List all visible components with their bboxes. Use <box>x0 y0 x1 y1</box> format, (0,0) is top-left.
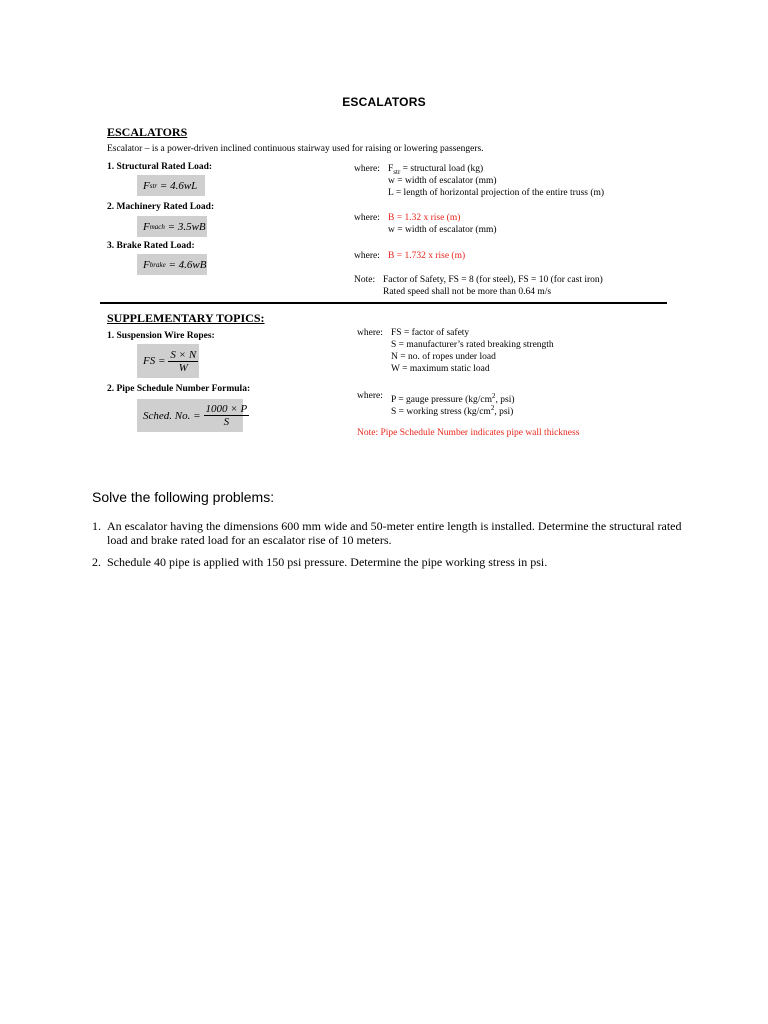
formula-lhs: F <box>143 258 150 271</box>
where-machinery-line1: B = 1.32 x rise (m) <box>388 213 461 223</box>
note-line1: Factor of Safety, FS = 8 (for steel), FS = 10 (for cast iron) <box>383 275 603 285</box>
problem-number: 1. <box>92 519 101 533</box>
where-brake-line1: B = 1.732 x rise (m) <box>388 251 466 261</box>
brake-load-item <box>107 240 195 252</box>
formula-lhs: F <box>143 179 150 192</box>
supplementary-heading: SUPPLEMENTARY TOPICS: <box>107 311 265 325</box>
formula-fraction <box>168 349 198 374</box>
where-pipe-line2 <box>391 402 513 418</box>
definition-text: P = gauge pressure (kg/cm <box>391 395 493 406</box>
structural-load-formula <box>137 175 205 196</box>
variable-subscript: str <box>393 167 401 176</box>
item-label: Machinery Rated Load: <box>116 202 215 212</box>
formula-subscript: str <box>149 181 158 190</box>
item-label: Suspension Wire Ropes: <box>116 331 215 341</box>
where-label: where: <box>357 391 383 401</box>
superscript: 2 <box>492 392 496 400</box>
problem-number: 2. <box>92 555 101 569</box>
where-wire-line2: S = manufacturer’s rated breaking strength <box>391 340 554 350</box>
fraction-denominator: S <box>223 416 230 428</box>
wire-ropes-item <box>107 330 215 342</box>
formula-rhs: = 3.5wB <box>167 220 206 233</box>
where-label: where: <box>354 251 380 261</box>
problem-item <box>92 555 692 569</box>
machinery-load-formula <box>137 216 207 237</box>
formula-rhs: = 4.6wL <box>159 179 198 192</box>
wire-ropes-formula <box>137 344 199 378</box>
formula-rhs: = 4.6wB <box>168 258 207 271</box>
where-wire-line1: FS = factor of safety <box>391 328 470 338</box>
fraction-numerator: S × N <box>170 348 197 361</box>
problem-text: Schedule 40 pipe is applied with 150 psi pressure. Determine the pipe working stress in psi. <box>107 555 548 569</box>
item-number: 1. <box>107 162 115 172</box>
definition-text: , psi) <box>495 395 515 406</box>
problem-item <box>92 519 692 547</box>
item-number: 1. <box>107 331 115 341</box>
problems-title: Solve the following problems: <box>92 489 275 505</box>
where-label: where: <box>357 328 383 338</box>
item-number: 3. <box>107 241 115 251</box>
pipe-schedule-item <box>107 383 250 395</box>
formula-subscript: mach <box>149 222 165 231</box>
escalators-heading: ESCALATORS <box>107 125 188 139</box>
formula-fraction <box>204 403 250 428</box>
note-line2: Rated speed shall not be more than 0.64 m/s <box>383 287 552 297</box>
definition-text: = structural load (kg) <box>400 164 484 174</box>
where-structural-line2: w = width of escalator (mm) <box>388 176 497 186</box>
pipe-note: Note: Pipe Schedule Number indicates pipe wall thickness <box>357 428 580 438</box>
where-label: where: <box>354 213 380 223</box>
formula-lhs: FS = <box>143 355 166 367</box>
note-label: Note: <box>354 275 376 285</box>
page-title: ESCALATORS <box>342 95 426 109</box>
escalator-definition: Escalator – is a power-driven inclined continuous stairway used for raising or lowering passengers. <box>107 144 484 154</box>
formula-lhs: Sched. No. = <box>143 409 201 422</box>
fraction-denominator: W <box>178 361 188 374</box>
structural-load-item <box>107 161 212 173</box>
where-wire-line3: N = no. of ropes under load <box>391 352 496 362</box>
brake-load-formula <box>137 254 207 275</box>
item-number: 2. <box>107 384 115 394</box>
superscript: 2 <box>490 404 495 412</box>
where-structural-line3: L = length of horizontal projection of the entire truss (m) <box>388 188 605 198</box>
formula-subscript: brake <box>149 260 166 269</box>
definition-text: S = working stress (kg/cm <box>391 407 491 418</box>
definition-text: , psi) <box>494 407 514 418</box>
item-number: 2. <box>107 202 115 212</box>
machinery-load-item <box>107 201 214 213</box>
item-label: Structural Rated Load: <box>116 162 213 172</box>
section-divider <box>100 302 667 304</box>
where-wire-line4: W = maximum static load <box>391 364 490 374</box>
formula-lhs: F <box>143 220 150 233</box>
where-label: where: <box>354 164 380 174</box>
problem-text: An escalator having the dimensions 600 mm wide and 50-meter entire length is installed. Determine the structural rated load and brake rated load for an escalator rise of 10 meters. <box>107 519 682 547</box>
fraction-numerator: 1000 × P <box>205 403 248 415</box>
item-label: Pipe Schedule Number Formula: <box>116 384 251 394</box>
variable-f: F <box>388 164 394 174</box>
where-machinery-line2: w = width of escalator (mm) <box>388 225 497 235</box>
pipe-schedule-formula <box>137 399 248 432</box>
item-label: Brake Rated Load: <box>116 241 195 251</box>
